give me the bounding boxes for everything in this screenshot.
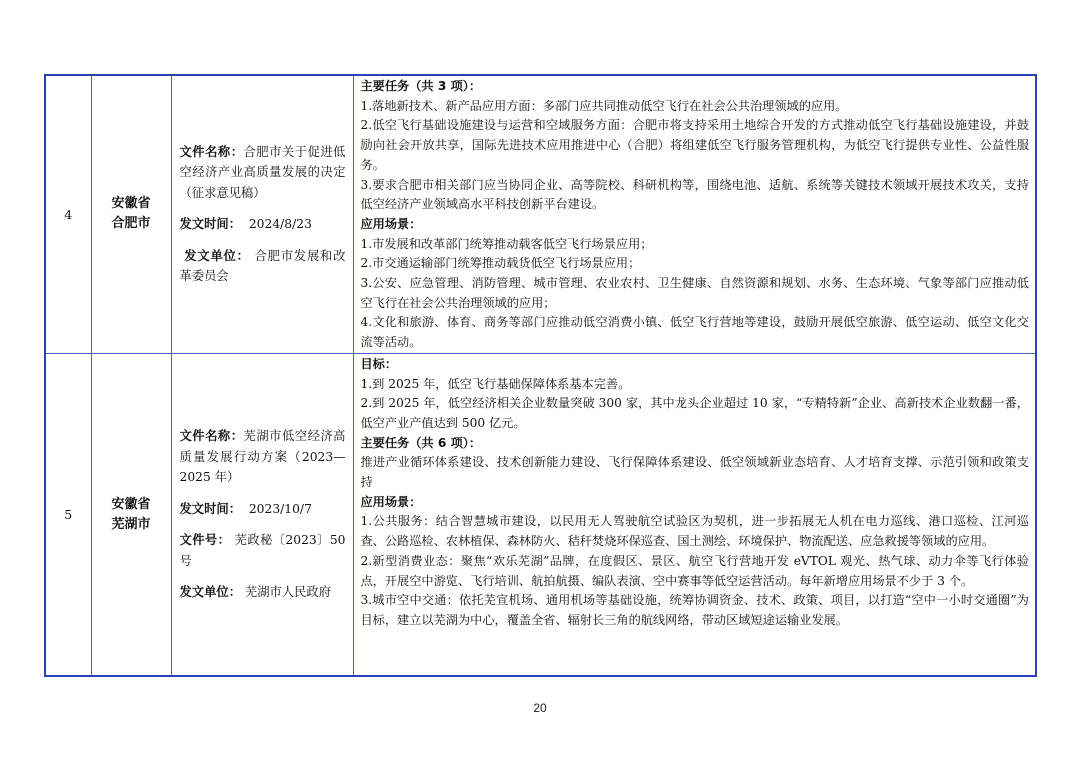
details-cell: [353, 353, 1036, 676]
section-heading: 应用场景：: [360, 216, 422, 231]
list-item: 1.落地新技术、新产品应用方面：多部门应共同推动低空飞行在社会公共治理领域的应用。: [360, 98, 848, 113]
issuer-value: 合肥市发展和改革委员会: [179, 248, 346, 284]
list-item: 4.文化和旅游、体育、商务等部门应推动低空消费小镇、低空飞行营地等建设，鼓励开展低空旅游、低空运动、低空文化交流等活动。: [360, 315, 1029, 350]
province-label: 安徽省: [111, 196, 151, 212]
list-item: 2.到 2025 年，低空经济相关企业数量突破 300 家，其中龙头企业超过 10 家，“专精特新”企业、高新技术企业数翻一番，低空产业产值达到 500 亿元。: [360, 396, 1029, 430]
list-item: 3.要求合肥市相关部门应当协同企业、高等院校、科研机构等，围绕电池、适航、系统等关键技术领域开展技术攻关，支持低空经济产业领域高水平科技创新平台建设。: [360, 177, 1029, 212]
section-heading: 主要任务（共 3 项）：: [360, 79, 482, 93]
issuer-label: 发文单位: [184, 248, 237, 263]
list-item: 2.市交通运输部门统筹推动载货低空飞行场景应用；: [360, 256, 641, 271]
date-label: 发文时间: [179, 501, 229, 516]
row-index: 5: [45, 353, 91, 676]
list-item: 1.到 2025 年，低空飞行基础保障体系基本完善。: [360, 376, 631, 391]
doc-name-label: 文件名称: [179, 429, 231, 444]
section-heading: 目标：: [360, 356, 398, 371]
section-heading: 应用场景：: [360, 494, 422, 509]
document-info-cell: 文件名称：芜湖市低空经济高质量发展行动方案（2023—2025 年） 发文时间： 2023/10/7 文件号： 芜政秘〔2023〕50 号 发文单位： 芜湖市人民政府: [171, 353, 353, 676]
list-item: 1.市发展和改革部门统筹推动载客低空飞行场景应用；: [360, 236, 653, 251]
doc-name-label: 文件名称: [179, 144, 231, 159]
list-item: 2.新型消费业态：聚焦“欢乐芜湖”品牌，在度假区、景区、航空飞行营地开发 eVTOL 观光、热气球、动力伞等飞行体验点，开展空中游览、飞行培训、航拍航摄、编队表演、空中赛事等低空运营活动。每年新增应用场景不少于 3 个。: [360, 553, 1029, 588]
list-item: 推进产业循环体系建设、技术创新能力建设、飞行保障体系建设、低空领域新业态培育、人才培育支撑、示范引领和政策支持: [360, 455, 1029, 490]
city-label: 合肥市: [111, 216, 151, 232]
list-item: 3.公安、应急管理、消防管理、城市管理、农业农村、卫生健康、自然资源和规划、水务、生态环境、气象等部门应推动低空飞行在社会公共治理领域的应用；: [360, 276, 1029, 310]
table-row: [45, 353, 1036, 676]
city-label: 芜湖市: [111, 516, 151, 532]
region-cell: [91, 75, 171, 353]
row-index: 4: [45, 75, 91, 353]
docno-label: 文件号: [179, 533, 218, 548]
doc-name-value: 合肥市关于促进低空经济产业高质量发展的决定（征求意见稿）: [179, 144, 346, 200]
page-number: 20: [533, 701, 547, 715]
issuer-label: 发文单位: [179, 585, 229, 600]
date-label: 发文时间: [179, 217, 229, 232]
issuer-value: 芜湖市人民政府: [244, 585, 332, 600]
region-cell: [91, 353, 171, 676]
table-row: [45, 75, 1036, 353]
doc-name-value: 芜湖市低空经济高质量发展行动方案（2023—2025 年）: [179, 429, 346, 485]
section-heading: 主要任务（共 6 项）：: [360, 435, 482, 450]
date-value: 2024/8/23: [248, 217, 312, 232]
list-item: 1.公共服务：结合智慧城市建设，以民用无人驾驶航空试验区为契机，进一步拓展无人机在电力巡线、港口巡检、江河巡查、公路巡检、农林植保、森林防火、秸秆焚烧环保巡查、国土测绘、环境保护、物流配送、应急救援等领域的应用。: [360, 514, 1029, 549]
document-info-cell: 文件名称：合肥市关于促进低空经济产业高质量发展的决定（征求意见稿） 发文时间： 2024/8/23 发文单位： 合肥市发展和改革委员会: [171, 75, 353, 353]
date-value: 2023/10/7: [248, 501, 312, 516]
policy-table: [44, 74, 1037, 677]
list-item: 3.城市空中交通：依托芜宣机场、通用机场等基础设施，统筹协调资金、技术、政策、项目，以打造“空中一小时交通圈”为目标，建立以芜湖为中心，覆盖全省、辐射长三角的航线网络，带动区域短途运输业发展。: [360, 593, 1029, 627]
details-cell: [353, 75, 1036, 353]
docno-value: 芜政秘〔2023〕50 号: [179, 533, 346, 568]
province-label: 安徽省: [111, 496, 151, 512]
list-item: 2.低空飞行基础设施建设与运营和空域服务方面：合肥市将支持采用土地综合开发的方式推动低空飞行基础设施建设，并鼓励向社会开放共享，国际先进技术应用推进中心（合肥）将组建低空飞行服务管理机构，为低空飞行提供专业性、公益性服务。: [360, 118, 1029, 172]
